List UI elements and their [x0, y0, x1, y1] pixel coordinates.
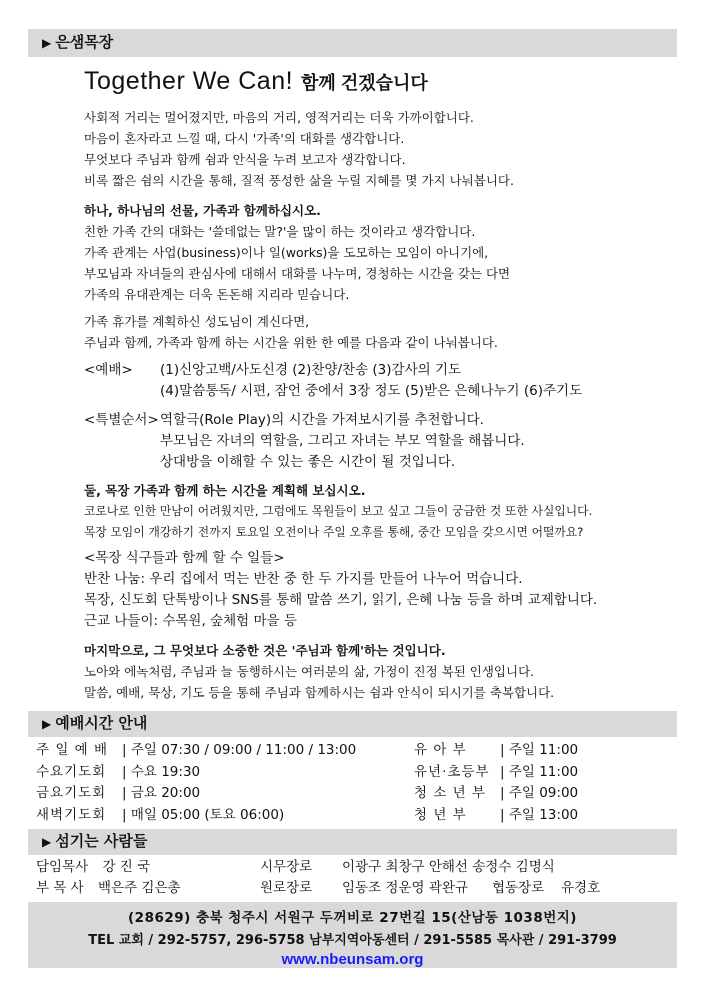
schedule-name-2: 청 년 부 — [414, 806, 467, 823]
triangle-right-icon: ▶ — [42, 835, 52, 849]
schedule-time-2: | 주일 09:00 — [500, 785, 579, 801]
staff-names: 이광구 최창구 안해선 송정수 김명식 — [342, 859, 555, 875]
title-english: Together We Can! — [84, 67, 294, 95]
schedule-name-2: 청 소 년 부 — [414, 785, 487, 801]
part2-item: 반찬 나눔: 우리 집에서 먹는 반찬 중 한 두 가지를 만들어 나누어 먹습니다. — [84, 571, 523, 587]
section-header-schedule — [28, 711, 677, 737]
part1-line: 주님과 함께, 가족과 함께 하는 시간을 위한 한 예를 다음과 같이 나눠봅니다. — [84, 335, 498, 350]
part2-heading: 둘, 목장 가족과 함께 하는 시간을 계획해 보십시오. — [84, 483, 366, 498]
part2-sub-label: <목장 식구들과 함께 할 수 일들> — [84, 550, 285, 566]
part1-line: 부모님과 자녀들의 관심사에 대해서 대화를 나누며, 경청하는 시간을 갖는 다면 — [84, 266, 511, 281]
staff-role: 협동장로 — [492, 880, 545, 896]
footer — [28, 902, 677, 968]
triangle-right-icon: ▶ — [42, 717, 52, 731]
schedule-time-2: | 주일 13:00 — [500, 806, 579, 823]
part1-paragraph-2 — [84, 311, 498, 353]
staff-role: 시무장로 — [260, 859, 313, 875]
worship-label: <예배> — [84, 362, 133, 378]
part2-paragraph — [84, 480, 592, 543]
special-item: 역할극(Role Play)의 시간을 가져보시기를 추천합니다. — [160, 412, 484, 428]
intro-line: 무엇보다 주님과 함께 쉼과 안식을 누려 보고자 생각합니다. — [84, 152, 406, 167]
footer-website-link[interactable]: www.nbeunsam.org — [281, 951, 424, 968]
staff-names: 백은주 김은총 — [98, 880, 181, 896]
staff-names: 강 진 국 — [102, 859, 151, 875]
schedule-name-2: 유 아 부 — [414, 742, 467, 758]
part1-paragraph — [84, 200, 510, 305]
part2-list — [84, 548, 597, 632]
closing-heading: 마지막으로, 그 무엇보다 소중한 것은 '주님과 함께'하는 것입니다. — [84, 643, 446, 658]
part1-heading: 하나, 하나님의 선물, 가족과 함께하십시오. — [84, 203, 321, 218]
intro-line: 마음이 혼자라고 느낄 때, 다시 '가족'의 대화를 생각합니다. — [84, 131, 405, 146]
intro-line: 비록 짧은 쉼의 시간을 통해, 질적 풍성한 삶을 누릴 지혜를 몇 가지 나눠봅니다. — [84, 173, 514, 188]
schedule-row — [36, 739, 579, 761]
special-label: <특별순서> — [84, 412, 159, 428]
special-item: 부모님은 자녀의 역할을, 그리고 자녀는 부모 역할을 해봅니다. — [160, 433, 525, 449]
staff-row — [36, 857, 555, 878]
schedule-time: | 수요 19:30 — [122, 763, 201, 780]
intro-line: 사회적 거리는 멀어졌지만, 마음의 거리, 영적거리는 더욱 가까이합니다. — [84, 110, 474, 125]
part2-item: 목장, 신도회 단톡방이나 SNS를 통해 말씀 쓰기, 읽기, 은혜 나눔 등을 하며 교제합니다. — [84, 592, 598, 608]
staff-names: 임동조 정운영 곽완규 — [342, 880, 468, 896]
staff-role: 부 목 사 — [36, 880, 84, 896]
staff-role: 원로장로 — [260, 880, 313, 896]
part2-line: 코로나로 인한 만남이 어려웠지만, 그럼에도 목원들이 보고 싶고 그들이 궁금한 것 또한 사실입니다. — [84, 504, 593, 518]
schedule-time: | 매일 05:00 (토요 06:00) — [122, 806, 285, 823]
special-item: 상대방을 이해할 수 있는 좋은 시간이 될 것입니다. — [160, 454, 456, 470]
part1-line: 친한 가족 간의 대화는 '쓸데없는 말?'을 많이 하는 것이라고 생각합니다. — [84, 224, 476, 239]
footer-address: (28629) 충북 청주시 서원구 두꺼비로 27번길 15(산남동 1038번지) — [128, 910, 577, 926]
closing-line: 노아와 에녹처럼, 주님과 늘 동행하시는 여러분의 삶, 가정이 진정 복된 인생입니다. — [84, 664, 535, 679]
closing-paragraph — [84, 640, 554, 703]
footer-phones: TEL 교회 / 292-5757, 296-5758 남부지역아동센터 / 291-5585 목사관 / 291-3799 — [88, 933, 617, 948]
schedule-row — [36, 782, 579, 804]
page-title — [84, 67, 428, 96]
special-items — [160, 410, 525, 473]
part1-line: 가족 휴가를 계획하신 성도님이 계신다면, — [84, 314, 310, 329]
part2-line: 목장 모임이 개강하기 전까지 토요일 오전이나 주일 오후를 통해, 중간 모임을 갖으시면 어떨까요? — [84, 525, 584, 539]
schedule-name: 금요기도회 — [36, 785, 107, 801]
schedule-name: 수요기도회 — [36, 763, 107, 780]
worship-item: (4)말씀통독/ 시편, 잠언 중에서 3장 정도 (5)받은 은혜나누기 (6)주기도 — [160, 383, 583, 399]
staff-list — [36, 857, 601, 899]
schedule-time-2: | 주일 11:00 — [500, 763, 579, 780]
section-header-eunsam — [28, 29, 677, 57]
worship-item: (1)신앙고백/사도신경 (2)찬양/찬송 (3)감사의 기도 — [160, 362, 462, 378]
section-label: 섬기는 사람들 — [55, 832, 148, 850]
intro-paragraph — [84, 107, 514, 191]
schedule-time: | 금요 20:00 — [122, 785, 201, 801]
schedule-name: 새벽기도회 — [36, 806, 107, 823]
part1-line: 가족 관계는 사업(business)이나 일(works)을 도모하는 모임이 아니기에, — [84, 245, 489, 260]
worship-schedule — [36, 739, 579, 825]
staff-names: 유경호 — [561, 880, 601, 896]
closing-line: 말씀, 예배, 묵상, 기도 등을 통해 주님과 함께하시는 쉼과 안식이 되시기를 축복합니다. — [84, 685, 555, 700]
staff-row — [36, 878, 601, 899]
section-header-staff — [28, 829, 677, 855]
schedule-row — [36, 804, 579, 826]
part1-line: 가족의 유대관계는 더욱 돈돈해 지리라 믿습니다. — [84, 287, 350, 302]
schedule-name-2: 유년·초등부 — [414, 763, 490, 780]
schedule-name: 주 일 예 배 — [36, 742, 109, 758]
worship-items — [160, 360, 582, 402]
title-korean: 함께 건겠습니다 — [301, 73, 428, 93]
schedule-row — [36, 761, 579, 783]
section-label: 은샘목장 — [55, 33, 114, 51]
triangle-right-icon: ▶ — [42, 36, 52, 50]
part2-item: 근교 나들이: 수목원, 숲체험 마을 등 — [84, 613, 297, 629]
staff-role: 담임목사 — [36, 859, 89, 875]
schedule-time: | 주일 07:30 / 09:00 / 11:00 / 13:00 — [122, 742, 357, 758]
schedule-time-2: | 주일 11:00 — [500, 742, 579, 758]
section-label: 예배시간 안내 — [55, 714, 148, 732]
